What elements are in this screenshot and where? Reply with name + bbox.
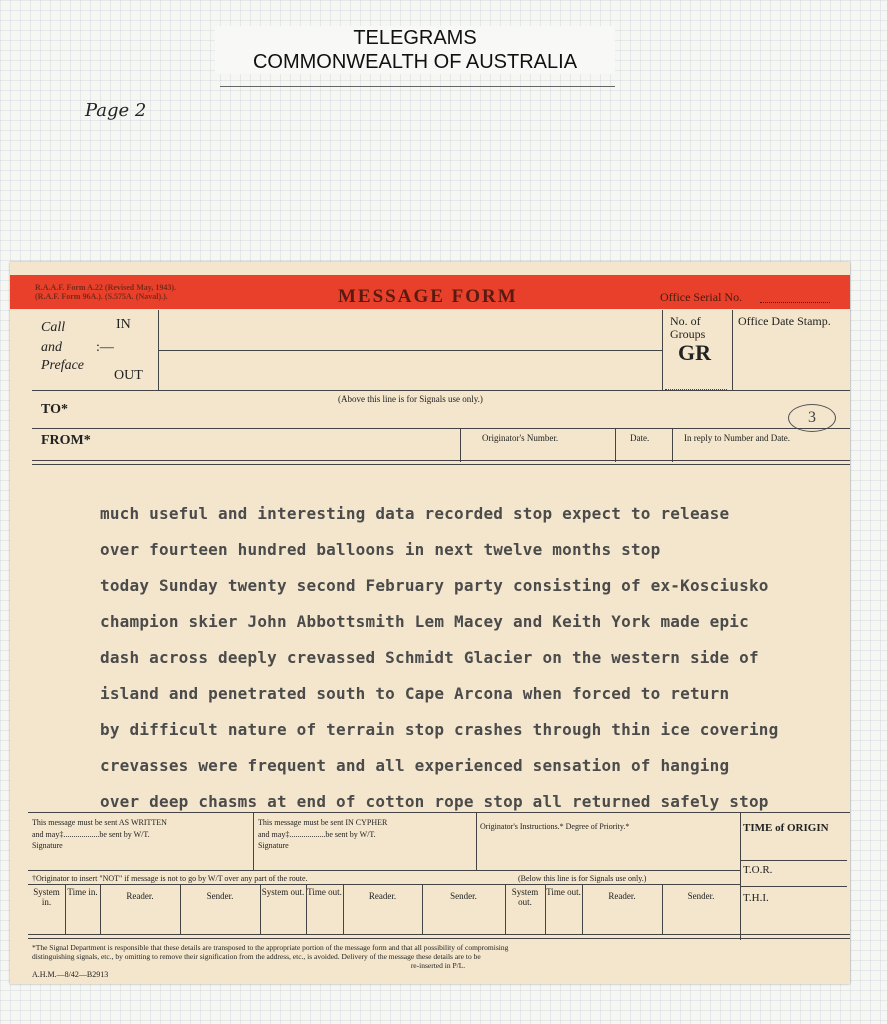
originators-number-label: Originator's Number. [482, 433, 559, 443]
call-label: Call [41, 320, 66, 335]
album-title-rule [220, 86, 615, 87]
routing-double-line [28, 938, 850, 939]
album-title [215, 26, 615, 74]
call-left-rule [158, 310, 159, 390]
thi-label: T.H.I. [743, 892, 769, 904]
message-line: over deep chasms at end of cotton rope stop all returned safely stop [100, 792, 769, 811]
print-code: A.H.M.—8/42—B2913 [32, 970, 109, 979]
instructions-rule [476, 812, 477, 870]
col-system-out: System out. [261, 887, 305, 897]
gr-label: GR [678, 340, 711, 365]
routing-top-line [28, 884, 740, 885]
col-time-out: Time out. [307, 887, 342, 897]
circled-page-number: 3 [788, 404, 836, 432]
album-title-line-1: TELEGRAMS [353, 27, 477, 49]
message-line: champion skier John Abbottsmith Lem Macey and Keith York made epic [100, 612, 749, 631]
routing-bottom-line [28, 934, 850, 935]
notice-line-1: *The Signal Department is responsible that these details are transposed to the appropriate portion of the message form and that all possibility of compromising [32, 943, 509, 952]
col-sender: Sender. [687, 891, 715, 901]
stamp-left-rule [732, 310, 733, 390]
office-serial-field [760, 302, 830, 303]
col-reader: Reader. [608, 891, 636, 901]
page-label: Page 2 [85, 100, 147, 121]
signals-line [32, 390, 850, 391]
and-label: and [41, 340, 62, 355]
reply-rule [672, 428, 673, 462]
groups-field [665, 388, 727, 390]
originator-number-rule [460, 428, 461, 462]
as-written-signature: Signature [32, 841, 63, 850]
message-form-sheet [10, 262, 850, 984]
originators-instructions: Originator's Instructions.* Degree of Priority.* [480, 822, 630, 831]
signal-department-notice [32, 943, 844, 970]
as-written-line-2: and may‡..................be sent by W/T. [32, 830, 150, 839]
notice-line-2: distinguishing signals, etc., by omitting to remove their signification from the address, etc., is avoided. Delivery of the message these details are to be [32, 952, 481, 961]
signals-use-note: (Above this line is for Signals use only.) [338, 394, 483, 404]
in-label: IN [116, 317, 131, 332]
originator-not-note: †Originator to insert "NOT" if message is not to go by W/T over any part of the route. [32, 874, 308, 883]
groups-left-rule [662, 310, 663, 390]
col-reader: Reader. [368, 891, 397, 901]
form-code-line-1: R.A.A.F. Form A.22 (Revised May, 1943). [35, 283, 177, 292]
time-origin-line [741, 860, 847, 861]
message-line: crevasses were frequent and all experienced sensation of hanging [100, 756, 730, 775]
preface-label: Preface [41, 358, 85, 373]
from-label: FROM* [41, 433, 91, 448]
in-cypher-block [258, 818, 473, 850]
in-reply-label: In reply to Number and Date. [684, 433, 790, 443]
message-line: by difficult nature of terrain stop crashes through thin ice covering [100, 720, 779, 739]
time-of-origin-label: TIME of ORIGIN [743, 822, 829, 834]
col-sender: Sender. [450, 891, 477, 901]
tor-line [741, 886, 847, 887]
tor-label: T.O.R. [743, 864, 773, 876]
form-title: MESSAGE FORM [338, 286, 518, 307]
col-reader: Reader. [126, 891, 154, 901]
form-code-line-2: (R.A.F. Form 96A.). (S.575A. (Naval).). [35, 292, 168, 301]
below-line-note: (Below this line is for Signals use only.) [518, 874, 647, 883]
message-line: over fourteen hundred balloons in next twelve months stop [100, 540, 661, 559]
footer-top-line [28, 812, 850, 813]
col-time-out: Time out. [546, 887, 581, 897]
cypher-rule [253, 812, 254, 870]
no-of-label: No. of [670, 314, 701, 328]
col-time-in: Time in. [67, 887, 98, 897]
album-title-line-2: COMMONWEALTH OF AUSTRALIA [252, 51, 578, 73]
time-origin-rule [740, 812, 741, 940]
message-line: island and penetrated south to Cape Arcona when forced to return [100, 684, 730, 703]
groups-label: Groups [670, 327, 706, 341]
date-label: Date. [630, 433, 650, 443]
col-system-out: System out. [511, 887, 539, 907]
as-written-line-1: This message must be sent AS WRITTEN [32, 818, 167, 827]
in-cypher-line-2: and may‡..................be sent by W/T. [258, 830, 376, 839]
message-line: today Sunday twenty second February party consisting of ex-Kosciusko [100, 576, 769, 595]
office-serial-label: Office Serial No. [660, 290, 743, 304]
office-date-stamp-label: Office Date Stamp. [738, 314, 831, 328]
date-rule [615, 428, 616, 462]
as-written-block [32, 818, 252, 850]
to-line [32, 428, 850, 429]
call-dash: :— [96, 340, 114, 355]
from-line [32, 460, 850, 461]
from-double-line [32, 464, 850, 465]
notice-line-3: re-inserted in P/L. [410, 961, 466, 970]
message-line: dash across deeply crevassed Schmidt Glacier on the western side of [100, 648, 759, 667]
col-sender: Sender. [206, 891, 234, 901]
col-system-in: System in. [33, 887, 60, 907]
message-line: much useful and interesting data recorded stop expect to release [100, 504, 730, 523]
form-codes [35, 283, 176, 301]
in-cypher-signature: Signature [258, 841, 289, 850]
signature-line [28, 870, 740, 871]
call-divider [158, 350, 663, 351]
message-body [100, 496, 860, 820]
footer-section [10, 810, 850, 984]
out-label: OUT [114, 368, 143, 383]
to-label: TO* [41, 402, 68, 417]
in-cypher-line-1: This message must be sent IN CYPHER [258, 818, 388, 827]
